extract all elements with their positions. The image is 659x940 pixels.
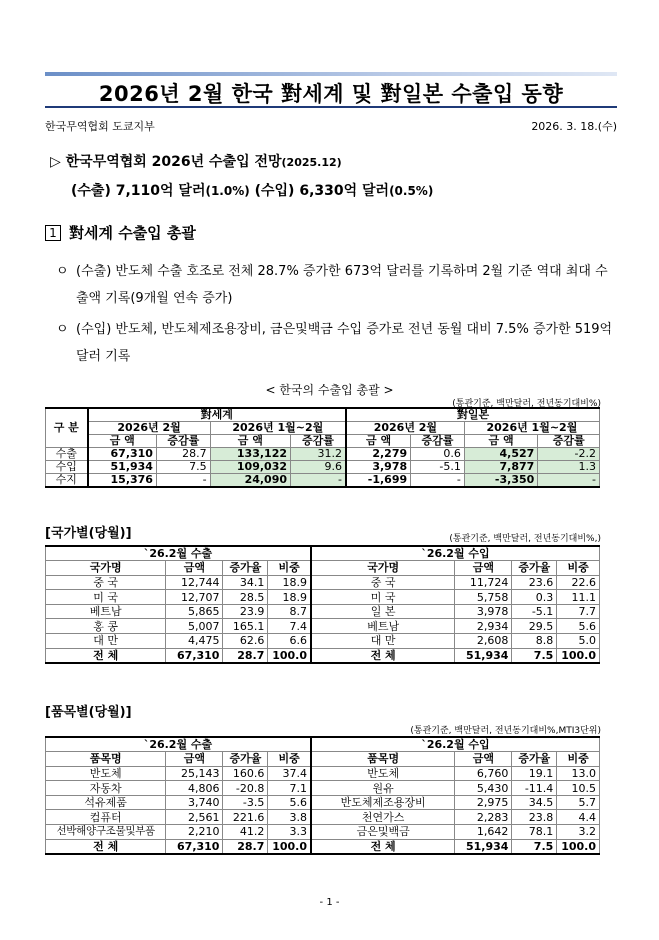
page-number: - 1 - [319, 897, 340, 908]
col-header: 비중 [557, 752, 600, 767]
table-header-row [46, 546, 600, 561]
cell: 4.4 [557, 810, 600, 825]
bullet-import [56, 316, 616, 370]
cell: -5.1 [512, 604, 557, 619]
cell: 중 국 [46, 575, 166, 590]
table-total-row [46, 648, 600, 663]
growth-header: 증감률 [156, 435, 210, 448]
period-header: 2026년 2월 [346, 422, 464, 435]
cell: 34.1 [223, 575, 268, 590]
cell: 1.3 [538, 461, 600, 474]
row-label: 수입 [46, 461, 88, 474]
cell: 미 국 [311, 590, 455, 605]
outlook-export-value: 7,110억 달러 [115, 183, 206, 199]
organization: 한국무역협회 도쿄지부 [45, 120, 155, 133]
table-row [46, 825, 600, 840]
table-row [46, 766, 600, 781]
title-banner [45, 68, 617, 110]
outlook-import-label: (수입) [254, 183, 295, 199]
cell: 10.5 [557, 781, 600, 796]
cell: 대 만 [46, 634, 166, 649]
cell: 홍 콩 [46, 619, 166, 634]
cell: 18.9 [268, 590, 311, 605]
cell: 5,865 [166, 604, 223, 619]
growth-header: 증감률 [538, 435, 600, 448]
triangle-icon: ▷ [50, 154, 61, 170]
cell: 대 만 [311, 634, 455, 649]
cell: 5,430 [455, 781, 512, 796]
table-header-row [46, 561, 600, 576]
cell: 29.5 [512, 619, 557, 634]
table-row [46, 619, 600, 634]
item-unit: (통관기준, 백만달러, 전년동기대비%,MTI3단위) [410, 726, 601, 736]
table-row [46, 461, 600, 474]
table-header-row [46, 435, 600, 448]
cell: 11.1 [557, 590, 600, 605]
table-row [46, 590, 600, 605]
cell: 4,806 [166, 781, 223, 796]
cell: 28.7 [156, 448, 210, 461]
row-label: 수출 [46, 448, 88, 461]
cell: 15,376 [88, 474, 157, 488]
table-row [46, 810, 600, 825]
cell: 8.8 [512, 634, 557, 649]
item-heading: [품목별(당월)] [45, 705, 132, 720]
cell: 4,475 [166, 634, 223, 649]
cell: 3.2 [557, 825, 600, 840]
cell: 6,760 [455, 766, 512, 781]
cell: 일 본 [311, 604, 455, 619]
amount-header: 금 액 [464, 435, 537, 448]
col-header: 국가명 [311, 561, 455, 576]
import-title: `26.2월 수입 [311, 546, 600, 561]
cell: 반도체 [46, 766, 166, 781]
outlook-note: (2025.12) [281, 156, 342, 169]
cell: 전 체 [46, 648, 166, 663]
bullet-text: (수출) 반도체 수출 호조로 전체 28.7% 증가한 673억 달러를 기록하며 2월 기준 역대 최대 수출액 기록(9개월 연속 증가) [76, 264, 608, 306]
cell: 석유제품 [46, 795, 166, 810]
cell: - [291, 474, 346, 488]
cell: 28.7 [223, 839, 268, 854]
cell: 12,707 [166, 590, 223, 605]
col-header: 증가율 [223, 752, 268, 767]
cell: - [411, 474, 465, 488]
title-bottom-bar [45, 106, 617, 108]
table-row [46, 781, 600, 796]
col-header: 금액 [166, 752, 223, 767]
cell: 24,090 [210, 474, 290, 488]
outlook-values [71, 180, 433, 200]
cell: 전 체 [46, 839, 166, 854]
col-header: 증가율 [512, 752, 557, 767]
cell: 반도체제조용장비 [311, 795, 455, 810]
cell: 미 국 [46, 590, 166, 605]
import-title: `26.2월 수입 [311, 737, 600, 752]
cell: 베트남 [311, 619, 455, 634]
outlook-export-label: (수출) [71, 183, 111, 199]
cell: 133,122 [210, 448, 290, 461]
cell: 전 체 [311, 839, 455, 854]
cell: 5.0 [557, 634, 600, 649]
cell: 18.9 [268, 575, 311, 590]
cell: 2,279 [346, 448, 411, 461]
cell: 3,978 [346, 461, 411, 474]
cell: 7.7 [557, 604, 600, 619]
growth-header: 증감률 [291, 435, 346, 448]
row-label: 수지 [46, 474, 88, 488]
cell: 2,210 [166, 825, 223, 840]
cell: 22.6 [557, 575, 600, 590]
cell: 2,561 [166, 810, 223, 825]
cell: 천연가스 [311, 810, 455, 825]
cell: 160.6 [223, 766, 268, 781]
cell: 금은및백금 [311, 825, 455, 840]
cell: 28.7 [223, 648, 268, 663]
cell: 7.4 [268, 619, 311, 634]
period-header: 2026년 2월 [88, 422, 211, 435]
cell: 0.6 [411, 448, 465, 461]
cell: -11.4 [512, 781, 557, 796]
outlook-heading [50, 151, 342, 171]
col-header: 비중 [268, 561, 311, 576]
cell: 25,143 [166, 766, 223, 781]
table-row [46, 474, 600, 488]
cell: 원유 [311, 781, 455, 796]
cell: 23.6 [512, 575, 557, 590]
outlook-import-value: 6,330억 달러 [299, 183, 390, 199]
cell: 100.0 [268, 648, 311, 663]
col-header: 품목명 [46, 752, 166, 767]
cell: 자동차 [46, 781, 166, 796]
cell: 선박해양구조물및부품 [46, 825, 166, 840]
amount-header: 금 액 [346, 435, 411, 448]
section-title: 對세계 수출입 총괄 [69, 224, 196, 242]
cell: 221.6 [223, 810, 268, 825]
cell: 67,310 [166, 839, 223, 854]
cell: 5.7 [557, 795, 600, 810]
item-table [45, 736, 600, 855]
cell: 2,975 [455, 795, 512, 810]
cell: 4,527 [464, 448, 537, 461]
export-title: `26.2월 수출 [46, 737, 311, 752]
table-header-row [46, 752, 600, 767]
cell: 3.3 [268, 825, 311, 840]
cell: 컴퓨터 [46, 810, 166, 825]
cell: 2,283 [455, 810, 512, 825]
country-table [45, 545, 600, 664]
cell: 109,032 [210, 461, 290, 474]
col-header: 품목명 [311, 752, 455, 767]
amount-header: 금 액 [210, 435, 290, 448]
cell: 51,934 [88, 461, 157, 474]
cell: -3,350 [464, 474, 537, 488]
cell: 67,310 [166, 648, 223, 663]
cell: 7,877 [464, 461, 537, 474]
section-heading [45, 222, 196, 243]
cell: 2,934 [455, 619, 512, 634]
cell: 5.6 [268, 795, 311, 810]
cell: 7.5 [512, 839, 557, 854]
table-row [46, 448, 600, 461]
cell: 100.0 [268, 839, 311, 854]
bullet-text: (수입) 반도체, 반도체제조용장비, 금은및백금 수입 증가로 전년 동월 대비 7.5% 증가한 519억 달러 기록 [76, 322, 613, 364]
table-header-row [46, 737, 600, 752]
col-header: 금액 [455, 561, 512, 576]
cell: 51,934 [455, 839, 512, 854]
cell: - [538, 474, 600, 488]
cell: 19.1 [512, 766, 557, 781]
cell: 11,724 [455, 575, 512, 590]
cell: 12,744 [166, 575, 223, 590]
outlook-import-pct: (0.5%) [389, 184, 434, 198]
cell: 78.1 [512, 825, 557, 840]
cell: 5,007 [166, 619, 223, 634]
cell: 반도체 [311, 766, 455, 781]
outlook-title: 한국무역협회 2026년 수출입 전망 [65, 154, 282, 170]
cell: 0.3 [512, 590, 557, 605]
cell: 3,978 [455, 604, 512, 619]
bullet-mark: ㅇ [56, 322, 69, 337]
summary-table [45, 407, 600, 488]
cell: 8.7 [268, 604, 311, 619]
summary-caption: < 한국의 수출입 총괄 > [265, 383, 394, 397]
cell: 7.1 [268, 781, 311, 796]
cell: 2,608 [455, 634, 512, 649]
period-header: 2026년 1월~2월 [210, 422, 346, 435]
cell: -5.1 [411, 461, 465, 474]
cell: 51,934 [455, 648, 512, 663]
col-header: 금액 [455, 752, 512, 767]
group-header: 對세계 [88, 408, 346, 422]
cell: 23.9 [223, 604, 268, 619]
cell: 전 체 [311, 648, 455, 663]
col-header: 국가명 [46, 561, 166, 576]
cell: 31.2 [291, 448, 346, 461]
col-header: 증가율 [512, 561, 557, 576]
summary-unit: (통관기준, 백만달러, 전년동기대비%) [452, 399, 601, 409]
cell: 3.8 [268, 810, 311, 825]
cell: 23.8 [512, 810, 557, 825]
cell: 베트남 [46, 604, 166, 619]
table-row [46, 575, 600, 590]
table-row [46, 634, 600, 649]
cell: -2.2 [538, 448, 600, 461]
country-heading: [국가별(당월)] [45, 526, 132, 541]
amount-header: 금 액 [88, 435, 157, 448]
cell: -20.8 [223, 781, 268, 796]
cell: 13.0 [557, 766, 600, 781]
cell: 5,758 [455, 590, 512, 605]
cell: 67,310 [88, 448, 157, 461]
cell: -1,699 [346, 474, 411, 488]
table-total-row [46, 839, 600, 854]
cell: 100.0 [557, 839, 600, 854]
cell: 중 국 [311, 575, 455, 590]
bullet-mark: ㅇ [56, 264, 69, 279]
cell: 62.6 [223, 634, 268, 649]
growth-header: 증감률 [411, 435, 465, 448]
cell: 6.6 [268, 634, 311, 649]
cell: 5.6 [557, 619, 600, 634]
cell: - [156, 474, 210, 488]
group-header: 對일본 [346, 408, 600, 422]
cell: 7.5 [156, 461, 210, 474]
page-title: 2026년 2월 한국 對세계 및 對일본 수출입 동향 [98, 82, 564, 106]
outlook-export-pct: (1.0%) [205, 184, 250, 198]
table-header-row [46, 408, 600, 422]
cell: 165.1 [223, 619, 268, 634]
cell: 28.5 [223, 590, 268, 605]
cell: 7.5 [512, 648, 557, 663]
col-header: 증가율 [223, 561, 268, 576]
title-top-bar [45, 72, 617, 76]
table-row [46, 604, 600, 619]
col-header: 금액 [166, 561, 223, 576]
table-header-row [46, 422, 600, 435]
table-row [46, 795, 600, 810]
cell: 100.0 [557, 648, 600, 663]
bullet-export [56, 258, 616, 312]
col-header: 구 분 [46, 408, 88, 448]
export-title: `26.2월 수출 [46, 546, 311, 561]
cell: 41.2 [223, 825, 268, 840]
col-header: 비중 [268, 752, 311, 767]
cell: 1,642 [455, 825, 512, 840]
section-number-box: 1 [45, 225, 61, 241]
period-header: 2026년 1월~2월 [464, 422, 599, 435]
report-date: 2026. 3. 18.(수) [531, 120, 617, 133]
country-unit: (통관기준, 백만달러, 전년동기대비%,) [449, 534, 601, 544]
cell: 37.4 [268, 766, 311, 781]
cell: 9.6 [291, 461, 346, 474]
cell: -3.5 [223, 795, 268, 810]
col-header: 비중 [557, 561, 600, 576]
cell: 34.5 [512, 795, 557, 810]
cell: 3,740 [166, 795, 223, 810]
